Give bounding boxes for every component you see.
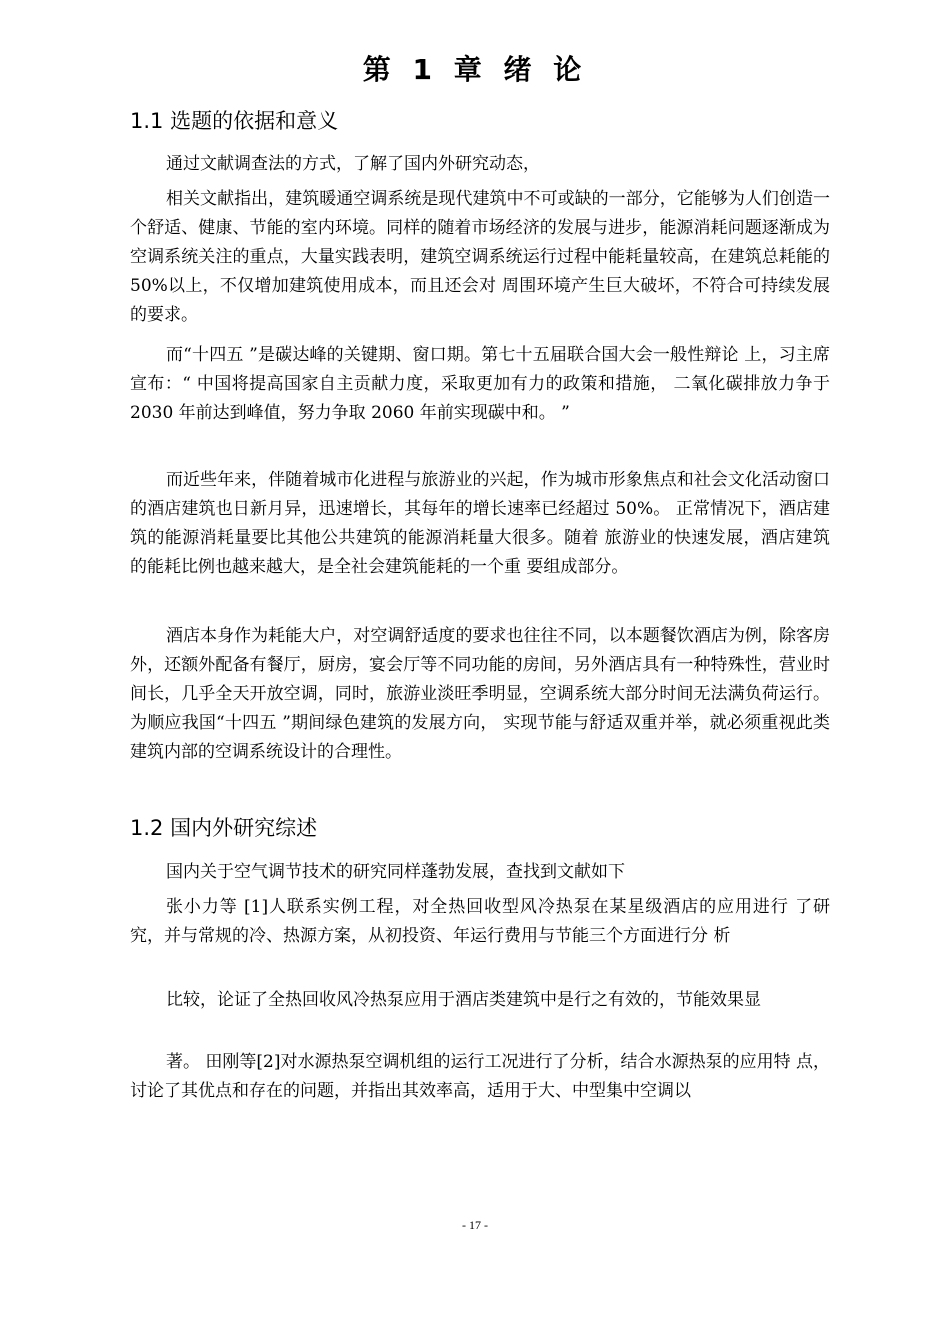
citation-paragraph-text: 张小力等 [1]人联系实例工程，对全热回收型风冷热泵在某星级酒店的应用进行 了研 究，并与常规的冷、热源方案，从初投资、年运行费用与节能三个方面进行分 析 bbox=[130, 897, 830, 946]
paragraph: 相关文献指出，建筑暖通空调系统是现代建筑中不可或缺的一部分，它能够为人们创造一个舒适、健康、节能的室内环境。同样的随着市场经济的发展与进步，能源消耗问题逐渐成为空调系统关注的重点，大量实践表明，建筑空调系统运行过程中能耗量较高，在建筑总耗能的 50%以上，不仅增加建筑使用成本，而且还会对 周围环境产生巨大破坏，不符合可持续发展的要求。 bbox=[130, 189, 830, 325]
paragraph: 而“十四五 ”是碳达峰的关键期、窗口期。第七十五届联合国大会一般性辩论 上，习主席宣布：“ 中国将提高国家自主贡献力度，采取更加有力的政策和措施， 二氧化碳排放力争于 2030 年前达到峰值，努力争取 2060 年前实现碳中和。 ” bbox=[130, 345, 830, 423]
section-heading-1-1: 1.1 选题的依据和意义 bbox=[130, 109, 339, 133]
paragraph: 通过文献调查法的方式，了解了国内外研究动态， bbox=[166, 154, 540, 174]
page-number: - 17 - bbox=[462, 1218, 488, 1232]
section-heading-1-2: 1.2 国内外研究综述 bbox=[130, 816, 318, 840]
paragraph: 比较，论证了全热回收风冷热泵应用于酒店类建筑中是行之有效的，节能效果显 bbox=[166, 990, 761, 1010]
paragraph bbox=[130, 893, 830, 951]
chapter-title: 第 1 章 绪 论 bbox=[362, 53, 588, 86]
paragraph: 酒店本身作为耗能大户，对空调舒适度的要求也往往不同，以本题餐饮酒店为例，除客房外，还额外配备有餐厅，厨房，宴会厅等不同功能的房间，另外酒店具有一种特殊性，营业时间长，几乎全天开放空调，同时，旅游业淡旺季明显，空调系统大部分时间无法满负荷运行。为顺应我国“十四五 ”期间绿色建筑的发展方向， 实现节能与舒适双重并举，就必须重视此类建筑内部的空调系统设计的合理性。 bbox=[130, 626, 830, 762]
paragraph: 著。 田刚等[2]对水源热泵空调机组的运行工况进行了分析，结合水源热泵的应用特 点，讨论了其优点和存在的问题，并指出其效率高，适用于大、中型集中空调以 bbox=[130, 1052, 830, 1101]
paragraph: 而近些年来，伴随着城市化进程与旅游业的兴起，作为城市形象焦点和社会文化活动窗口的酒店建筑也日新月异，迅速增长，其每年的增长速率已经超过 50%。 正常情况下，酒店建筑的能源消耗量要比其他公共建筑的能源消耗量大很多。随着 旅游业的快速发展，酒店建筑的能耗比例也越来越大，是全社会建筑能耗的一个重 要组成部分。 bbox=[130, 470, 830, 577]
paragraph: 国内关于空气调节技术的研究同样蓬勃发展，查找到文献如下 bbox=[166, 862, 625, 882]
